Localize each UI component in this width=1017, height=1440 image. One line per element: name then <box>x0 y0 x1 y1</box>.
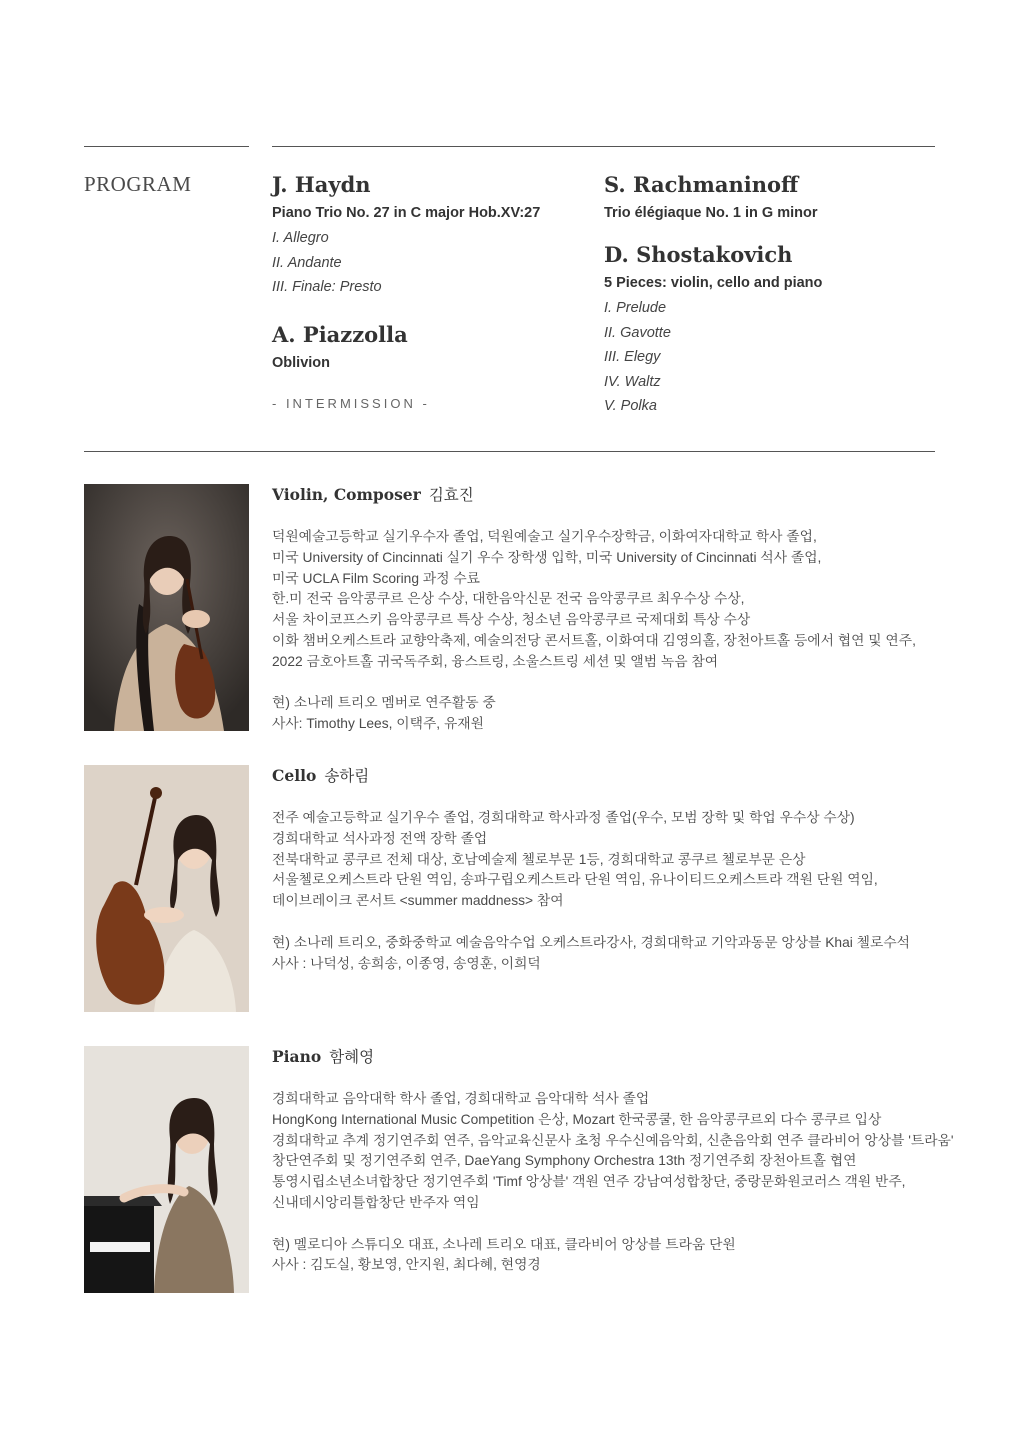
bio-lines <box>272 1089 954 1276</box>
bio-lines <box>272 808 932 974</box>
artist-role: Cello <box>272 766 317 785</box>
program-left-column <box>272 170 592 411</box>
bio-line: 현) 소나레 트리오 멤버로 연주활동 중 <box>272 695 496 711</box>
movement: III. Elegy <box>604 349 661 365</box>
artist-name: 송하림 <box>324 768 370 785</box>
top-rule-right <box>272 146 935 147</box>
bio-line: 전주 예술고등학교 실기우수 졸업, 경희대학교 학사과정 졸업(우수, 모범 장학 및 학업 우수상 수상) <box>272 810 855 825</box>
movement-list <box>272 226 592 300</box>
artist-role: Violin, Composer <box>272 485 421 504</box>
artist-photo-piano <box>84 1046 249 1293</box>
bio-line: 경희대학교 석사과정 전액 장학 졸업 <box>272 830 488 846</box>
program-heading: PROGRAM <box>84 172 192 196</box>
bio-line: 현) 소나레 트리오, 중화중학교 예술음악수업 오케스트라강사, 경희대학교 기악과동문 앙상블 Khai 첼로수석 <box>272 934 910 950</box>
movement: I. Prelude <box>604 300 667 316</box>
bio-line: 전북대학교 콩쿠르 전체 대상, 호남예술제 첼로부문 1등, 경희대학교 콩쿠르 첼로부문 은상 <box>272 851 806 867</box>
bio-line: HongKong International Music Competition 은상, Mozart 한국콩쿨, 한 음악콩쿠르외 다수 콩쿠르 입상 <box>272 1111 882 1127</box>
composer-name: J. Haydn <box>272 172 371 197</box>
bio-line: 이화 챔버오케스트라 교향악축제, 예술의전당 콘서트홀, 이화여대 김영의홀, 장천아트홀 등에서 협연 및 연주, <box>272 632 916 648</box>
artist-heading <box>272 1046 932 1069</box>
program-item <box>272 320 592 374</box>
work-title: 5 Pieces: violin, cello and piano <box>604 275 823 291</box>
bio-line: 서울 차이코프스키 음악콩쿠르 특상 수상, 청소년 음악콩쿠르 국제대회 특상 수상 <box>272 612 751 628</box>
composer-name: A. Piazzolla <box>272 321 408 347</box>
bio-line: 미국 University of Cincinnati 실기 우수 장학생 입학, 미국 University of Cincinnati 석사 졸업, <box>272 549 822 565</box>
work-title: Oblivion <box>272 354 330 371</box>
bio-line: 한.미 전국 음악콩쿠르 은상 수상, 대한음악신문 전국 음악콩쿠르 최우수상 수상, <box>272 591 745 607</box>
artist-name: 김효진 <box>428 487 474 504</box>
bio-line: 사사 : 나덕성, 송희송, 이종영, 송영훈, 이희덕 <box>272 955 541 971</box>
bio-line: 사사: Timothy Lees, 이택주, 유재원 <box>272 716 484 732</box>
bio-line: 2022 금호아트홀 귀국독주회, 융스트링, 소울스트링 세션 및 앨범 녹음 참여 <box>272 653 719 669</box>
bio-line: 덕원예술고등학교 실기우수자 졸업, 덕원예술고 실기우수장학금, 이화여자대학교 학사 졸업, <box>272 529 817 544</box>
movement: IV. Waltz <box>604 373 661 390</box>
program-item <box>604 170 924 224</box>
movement: II. Andante <box>272 254 342 271</box>
composer-name: D. Shostakovich <box>604 242 793 267</box>
bio-line: 통영시립소년소녀합창단 정기연주회 'Timf 앙상블' 객원 연주 강남여성합창단, 중랑문화원코러스 객원 반주, <box>272 1174 906 1190</box>
program-item <box>272 170 592 300</box>
bio-line: 사사 : 김도실, 황보영, 안지원, 최다혜, 현영경 <box>272 1257 541 1273</box>
artist-heading <box>272 484 932 507</box>
program-right-column <box>604 170 924 419</box>
artist-bio <box>272 484 932 735</box>
movement-list <box>604 296 924 419</box>
intermission-label: - INTERMISSION - <box>272 395 430 411</box>
artist-photo-cello <box>84 765 249 1012</box>
bio-lines <box>272 527 932 735</box>
bio-line: 창단연주회 및 정기연주회 연주, DaeYang Symphony Orchestra 13th 정기연주회 장천아트홀 협연 <box>272 1153 857 1169</box>
program-item <box>604 240 924 419</box>
artist-bio <box>272 765 932 974</box>
movement: III. Finale: Presto <box>272 279 382 295</box>
bio-line: 현) 멜로디아 스튜디오 대표, 소나레 트리오 대표, 클라비어 앙상블 트라움 단원 <box>272 1236 736 1252</box>
bio-line: 경희대학교 음악대학 학사 졸업, 경희대학교 음악대학 석사 졸업 <box>272 1091 650 1106</box>
section-divider <box>84 451 935 452</box>
artist-name: 함혜영 <box>329 1049 375 1066</box>
bio-line: 미국 UCLA Film Scoring 과정 수료 <box>272 570 481 586</box>
top-rule-left <box>84 146 249 147</box>
bio-line: 데이브레이크 콘서트 <summer maddness> 참여 <box>272 893 564 909</box>
composer-name: S. Rachmaninoff <box>604 172 799 197</box>
work-title: Piano Trio No. 27 in C major Hob.XV:27 <box>272 205 541 221</box>
movement: II. Gavotte <box>604 324 671 341</box>
bio-line: 경희대학교 추계 정기연주회 연주, 음악교육신문사 초청 우수신예음악회, 신춘음악회 연주 클라비어 앙상블 '트라움' <box>272 1132 954 1148</box>
artist-role: Piano <box>272 1047 322 1066</box>
movement: I. Allegro <box>272 230 329 246</box>
bio-line: 서울첼로오케스트라 단원 역임, 송파구립오케스트라 단원 역임, 유나이티드오케스트라 객원 단원 역임, <box>272 872 878 888</box>
movement: V. Polka <box>604 398 657 414</box>
work-title: Trio élégiaque No. 1 in G minor <box>604 205 818 221</box>
artist-bio <box>272 1046 954 1276</box>
artist-photo-violin <box>84 484 249 731</box>
artist-heading <box>272 765 932 788</box>
bio-line: 신내데시앙리틀합창단 반주자 역임 <box>272 1194 480 1210</box>
